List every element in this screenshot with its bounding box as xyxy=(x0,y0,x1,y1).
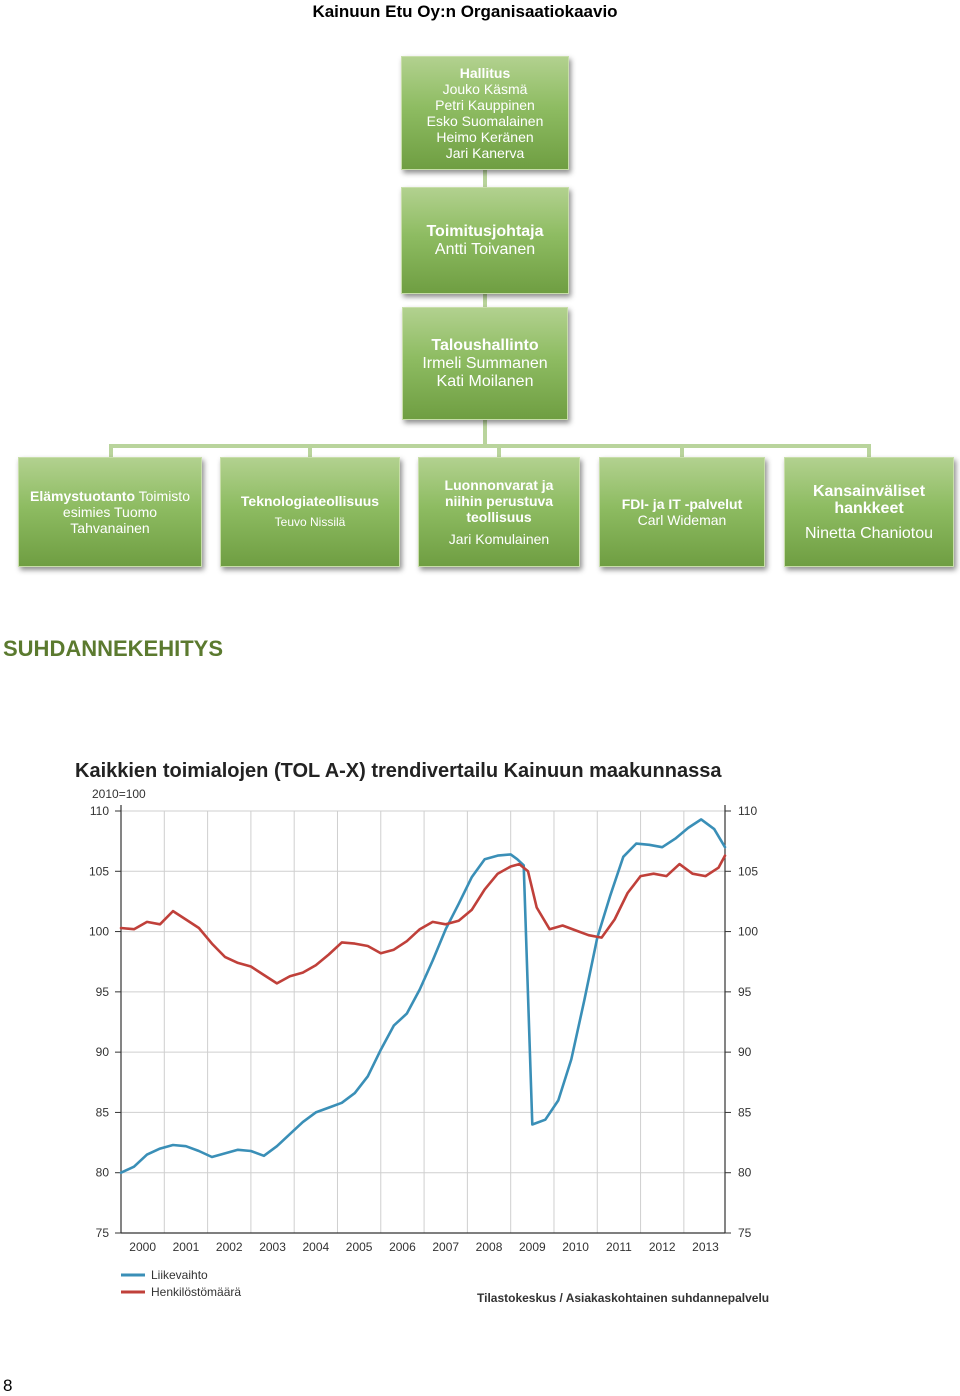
board-member: Jouko Käsmä xyxy=(442,81,528,97)
y-tick-label-left: 105 xyxy=(88,864,109,879)
y-axis-label: 2010=100 xyxy=(92,787,146,801)
y-tick-label-right: 105 xyxy=(738,864,759,879)
y-tick-label-left: 110 xyxy=(89,804,109,818)
x-tick-label: 2002 xyxy=(215,1240,243,1254)
unit-heading: FDI- ja IT -palvelut xyxy=(621,496,743,512)
series-line-2 xyxy=(121,856,725,984)
finance-name: Kati Moilanen xyxy=(436,372,534,390)
x-tick-label: 2006 xyxy=(389,1240,416,1254)
legend-label: Liikevaihto xyxy=(151,1268,208,1282)
y-tick-label-right: 100 xyxy=(738,924,759,939)
finance-heading: Taloushallinto xyxy=(431,336,539,354)
x-tick-label: 2010 xyxy=(562,1240,589,1254)
board-member: Esko Suomalainen xyxy=(426,113,544,129)
y-tick-label-right: 80 xyxy=(738,1165,752,1180)
y-tick-label-right: 75 xyxy=(738,1226,752,1240)
document-title: Kainuun Etu Oy:n Organisaatiokaavio xyxy=(312,2,618,21)
unit-name: Carl Wideman xyxy=(637,512,727,528)
y-tick-label-left: 80 xyxy=(95,1165,109,1180)
y-tick-label-right: 95 xyxy=(738,984,752,999)
chart-grid xyxy=(115,805,731,1233)
unit-name: Teuvo Nissilä xyxy=(274,515,346,529)
chart-title: Kaikkien toimialojen (TOL A-X) trendivertailu Kainuun maakunnassa xyxy=(75,760,722,782)
series-line-1 xyxy=(121,819,725,1172)
ceo-name: Antti Toivanen xyxy=(434,240,536,258)
y-tick-label-left: 95 xyxy=(95,984,109,999)
legend-label: Henkilöstömäärä xyxy=(151,1285,242,1299)
unit-text: Toimisto esimies Tuomo Tahvanainen xyxy=(62,488,190,536)
x-tick-label: 2012 xyxy=(648,1240,676,1254)
unit-heading: Luonnonvarat ja niihin perustuva teollisuus xyxy=(444,477,554,525)
y-tick-label-left: 85 xyxy=(95,1105,109,1120)
x-tick-label: 2004 xyxy=(302,1240,330,1254)
board-member: Petri Kauppinen xyxy=(435,97,535,113)
board-heading: Hallitus xyxy=(459,65,511,81)
page-number: 8 xyxy=(3,1376,13,1395)
unit-heading: Elämystuotanto xyxy=(29,488,135,504)
chart-source: Tilastokeskus / Asiakaskohtainen suhdannepalvelu xyxy=(477,1291,770,1305)
chart-series xyxy=(121,819,725,1172)
unit-heading: Teknologiateollisuus xyxy=(240,493,380,509)
y-tick-label-left: 100 xyxy=(88,924,109,939)
y-tick-label-right: 90 xyxy=(738,1045,752,1060)
y-tick-label-right: 110 xyxy=(738,804,758,818)
unit-name: Jari Komulainen xyxy=(448,531,550,547)
x-tick-label: 2009 xyxy=(518,1240,546,1254)
chart-legend xyxy=(121,1268,241,1299)
unit-heading: Kansainväliset hankkeet xyxy=(812,482,926,517)
x-tick-label: 2008 xyxy=(475,1240,503,1254)
finance-name: Irmeli Summanen xyxy=(422,354,548,372)
x-tick-label: 2000 xyxy=(129,1240,157,1254)
x-tick-label: 2001 xyxy=(172,1240,200,1254)
x-tick-label: 2003 xyxy=(259,1240,286,1254)
y-tick-label-left: 90 xyxy=(95,1045,109,1060)
y-tick-label-right: 85 xyxy=(738,1105,752,1120)
x-tick-label: 2011 xyxy=(606,1240,632,1254)
y-tick-label-left: 75 xyxy=(95,1226,109,1240)
unit-name: Ninetta Chaniotou xyxy=(804,524,934,542)
x-tick-label: 2013 xyxy=(692,1240,719,1254)
board-member: Jari Kanerva xyxy=(445,145,525,161)
section-heading: SUHDANNEKEHITYS xyxy=(3,636,224,661)
x-tick-label: 2005 xyxy=(345,1240,373,1254)
board-member: Heimo Keränen xyxy=(436,129,534,145)
ceo-heading: Toimitusjohtaja xyxy=(426,222,544,240)
x-tick-label: 2007 xyxy=(432,1240,460,1254)
